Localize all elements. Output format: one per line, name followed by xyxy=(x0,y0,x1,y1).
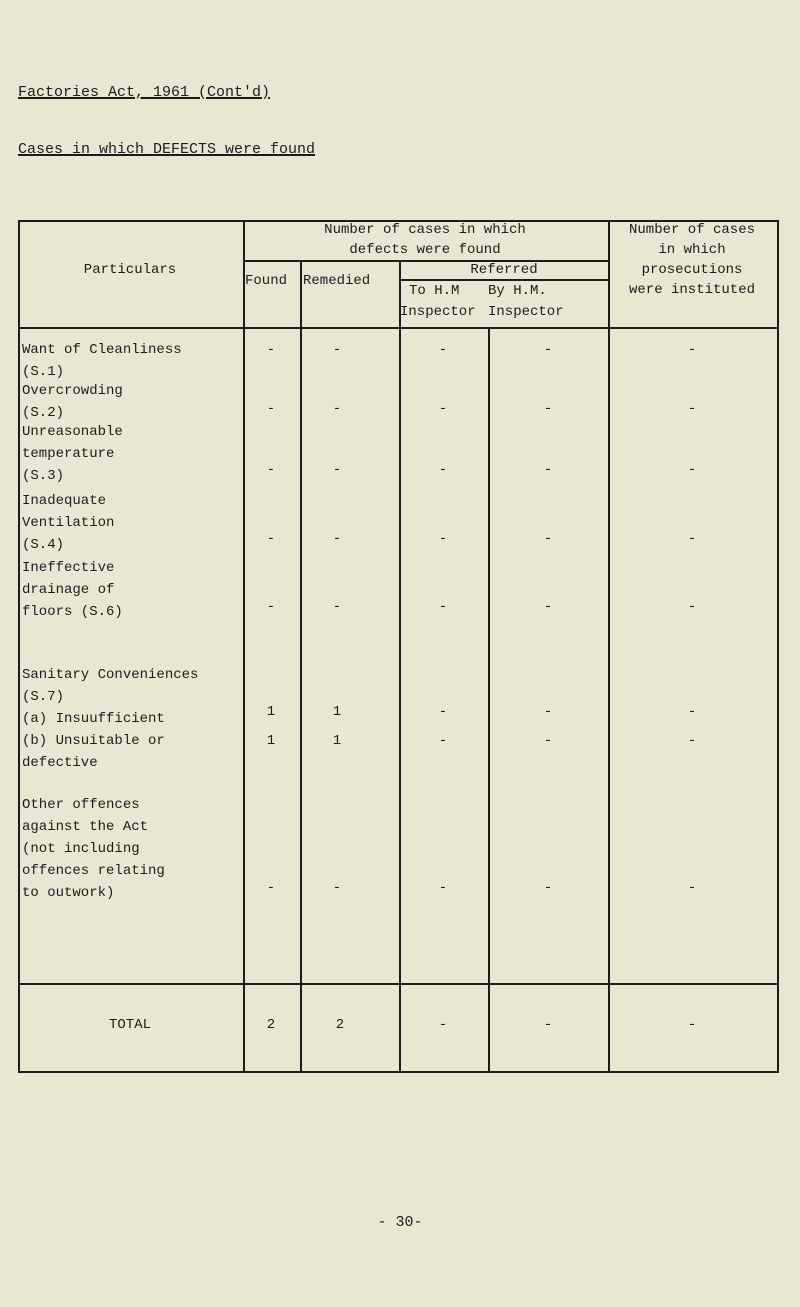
row-label: Want of Cleanliness (S.1) xyxy=(22,342,182,380)
header-inspector: Inspector xyxy=(488,304,564,320)
column-divider xyxy=(399,260,401,1073)
cell-found: - xyxy=(266,599,276,615)
cell-found: - xyxy=(266,342,276,358)
cell-found: 1 xyxy=(266,733,276,749)
total-found: 2 xyxy=(266,1017,276,1033)
header-group: Number of cases in which defects were found xyxy=(324,222,526,258)
cell-prosecutions: - xyxy=(687,401,697,417)
cell-remedied: 1 xyxy=(332,733,342,749)
header-by-hm: By H.M. xyxy=(488,283,547,299)
row-label: Other offences against the Act (not including offences relating to outwork) xyxy=(22,797,165,901)
column-divider xyxy=(488,327,490,1073)
table-border xyxy=(18,1071,778,1073)
total-by-hm: - xyxy=(543,1017,553,1033)
page-title: Factories Act, 1961 (Cont'd) xyxy=(18,84,271,101)
cell-to-hm: - xyxy=(438,462,448,478)
table-border xyxy=(18,220,20,1073)
header-to-hm: To H.M xyxy=(409,283,460,299)
cell-prosecutions: - xyxy=(687,462,697,478)
cell-to-hm: - xyxy=(438,401,448,417)
cell-prosecutions: - xyxy=(687,880,697,896)
column-divider xyxy=(300,260,302,1073)
cell-to-hm: - xyxy=(438,599,448,615)
column-divider xyxy=(608,220,610,1073)
cell-to-hm: - xyxy=(438,704,448,720)
cell-to-hm: - xyxy=(438,733,448,749)
cell-by-hm: - xyxy=(543,704,553,720)
total-label: TOTAL xyxy=(108,1017,152,1033)
cell-remedied: - xyxy=(332,462,342,478)
row-label: (b) Unsuitable or defective xyxy=(22,733,165,771)
page-number: - 30- xyxy=(377,1214,423,1231)
cell-to-hm: - xyxy=(438,880,448,896)
cell-by-hm: - xyxy=(543,342,553,358)
header-inspector: Inspector xyxy=(400,304,476,320)
cell-remedied: 1 xyxy=(332,704,342,720)
cell-remedied: - xyxy=(332,531,342,547)
cell-remedied: - xyxy=(332,342,342,358)
row-label: Ineffective drainage of floors (S.6) xyxy=(22,560,123,620)
cell-found: - xyxy=(266,531,276,547)
header-found: Found xyxy=(245,273,288,289)
cell-prosecutions: - xyxy=(687,531,697,547)
row-label: Unreasonable temperature (S.3) xyxy=(22,424,123,484)
cell-by-hm: - xyxy=(543,880,553,896)
total-divider xyxy=(18,983,778,985)
cell-found: 1 xyxy=(266,704,276,720)
cell-by-hm: - xyxy=(543,462,553,478)
header-divider xyxy=(243,260,608,262)
header-divider xyxy=(18,327,778,329)
header-prosecutions: Number of cases in which prosecutions were instituted xyxy=(628,222,756,298)
header-particulars: Particulars xyxy=(83,262,177,278)
cell-prosecutions: - xyxy=(687,733,697,749)
total-prosecutions: - xyxy=(687,1017,697,1033)
total-to-hm: - xyxy=(438,1017,448,1033)
header-referred: Referred xyxy=(470,262,538,278)
cell-found: - xyxy=(266,401,276,417)
cell-to-hm: - xyxy=(438,342,448,358)
cell-remedied: - xyxy=(332,880,342,896)
cell-by-hm: - xyxy=(543,531,553,547)
total-remedied: 2 xyxy=(335,1017,345,1033)
cell-by-hm: - xyxy=(543,401,553,417)
cell-by-hm: - xyxy=(543,599,553,615)
cell-to-hm: - xyxy=(438,531,448,547)
cell-prosecutions: - xyxy=(687,599,697,615)
cell-remedied: - xyxy=(332,599,342,615)
header-remedied: Remedied xyxy=(303,273,371,289)
cell-found: - xyxy=(266,462,276,478)
column-divider xyxy=(243,220,245,1073)
cell-prosecutions: - xyxy=(687,342,697,358)
row-label: Overcrowding (S.2) xyxy=(22,383,123,421)
cell-prosecutions: - xyxy=(687,704,697,720)
section-title: Cases in which DEFECTS were found xyxy=(18,141,316,158)
cell-by-hm: - xyxy=(543,733,553,749)
row-label: Inadequate Ventilation (S.4) xyxy=(22,493,115,553)
cell-found: - xyxy=(266,880,276,896)
cell-remedied: - xyxy=(332,401,342,417)
row-label: Sanitary Conveniences (S.7) (a) Insuufficient xyxy=(22,667,199,727)
table-border xyxy=(777,220,779,1073)
